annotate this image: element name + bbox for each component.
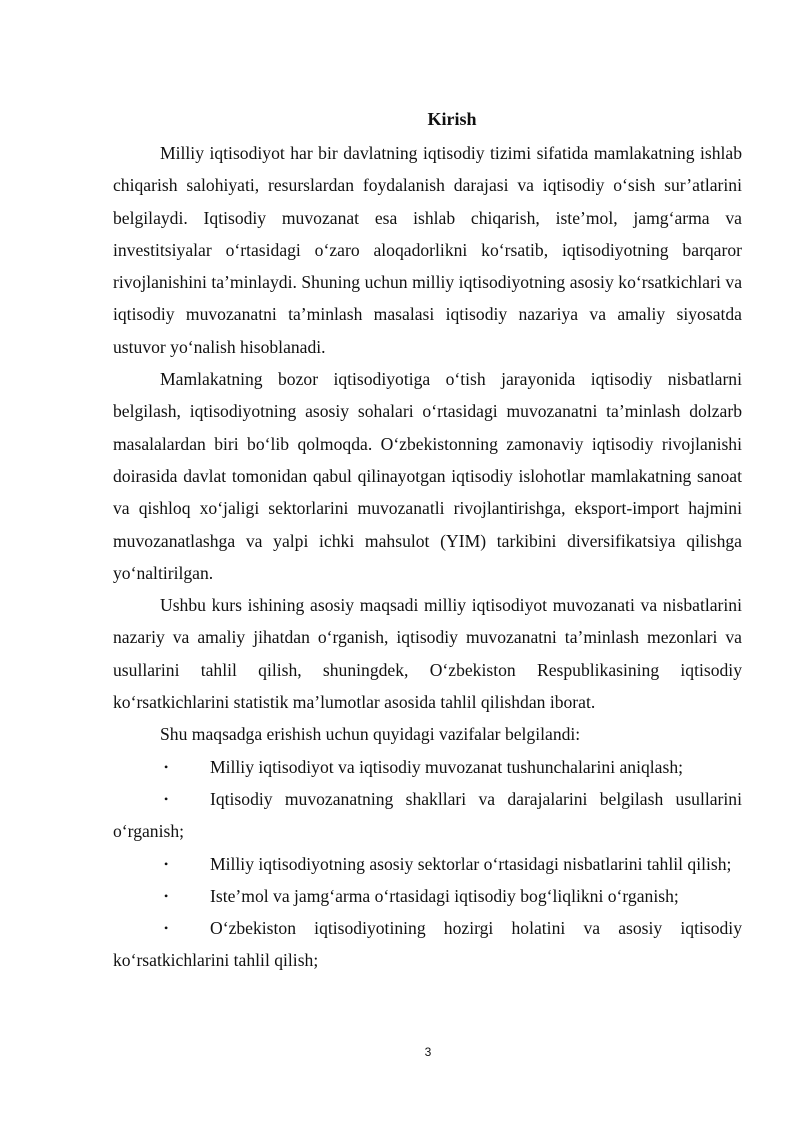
intro-paragraph-2: Mamlakatning bozor iqtisodiyotiga o‘tish jarayonida iqtisodiy nisbatlarni belgilash, iqtisodiyotning asosiy sohalari o‘rtasidagi muvozanatni ta’minlash dolzarb masalalardan biri bo‘lib qolmoqda. O‘zbekistonning zamonaviy iqtisodiy rivojlanishi doirasida davlat tomonidan qabul qilinayotgan iqtisodiy islohotlar mamlakatning sanoat va qishloq xo‘jaligi sektorlarini muvozanatli rivojlantirishga, eksport-import hajmini muvozanatlashga va yalpi ichki mahsulot (YIM) tarkibini diversifikatsiya qilishga yo‘naltirilgan. (113, 369, 742, 583)
tasks-intro-paragraph: Shu maqsadga erishish uchun quyidagi vazifalar belgilandi: (160, 724, 581, 745)
section-heading: Kirish (427, 109, 477, 129)
bullet-icon: • (164, 856, 169, 871)
task-text: O‘zbekiston iqtisodiyotining hozirgi holatini va asosiy iqtisodiy ko‘rsatkichlarini tahlil qilish; (113, 918, 742, 971)
intro-paragraph-1: Milliy iqtisodiyot har bir davlatning iqtisodiy tizimi sifatida mamlakatning ishlab chiqarish salohiyati, resurslardan foydalanish darajasi va iqtisodiy o‘sish sur’atlarini belgilaydi. Iqtisodiy muvozanat esa ishlab chiqarish, iste’mol, jamg‘arma va investitsiyalar o‘rtasidagi o‘zaro aloqadorlikni ko‘rsatib, iqtisodiyotning barqaror rivojlanishini ta’minlaydi. Shuning uchun milliy iqtisodiyotning asosiy ko‘rsatkichlari va iqtisodiy muvozanatni ta’minlash masalasi iqtisodiy nazariya va amaliy siyosatda ustuvor yo‘nalish hisoblanadi. (113, 143, 742, 357)
task-text: Milliy iqtisodiyotning asosiy sektorlar o‘rtasidagi nisbatlarini tahlil qilish; (210, 853, 732, 874)
task-text: Iste’mol va jamg‘arma o‘rtasidagi iqtisodiy bog‘liqlikni o‘rganish; (210, 885, 679, 906)
task-text: Iqtisodiy muvozanatning shakllari va darajalarini belgilash usullarini o‘rganish; (113, 788, 742, 842)
page-number: 3 (424, 1045, 432, 1059)
bullet-icon: • (164, 921, 169, 936)
task-list-item (113, 848, 742, 880)
bullet-icon: • (164, 759, 169, 774)
task-list-item (113, 880, 742, 912)
body-text (113, 137, 742, 977)
bullet-icon: • (164, 791, 169, 806)
task-list-item (113, 912, 742, 977)
task-text: Milliy iqtisodiyot va iqtisodiy muvozanat tushunchalarini aniqlash; (210, 756, 684, 777)
goal-paragraph: Ushbu kurs ishining asosiy maqsadi milliy iqtisodiyot muvozanati va nisbatlarini nazariy va amaliy jihatdan o‘rganish, iqtisodiy muvozanatni ta’minlash mezonlari va usullarini tahlil qilish, shuningdek, O‘zbekiston Respublikasining iqtisodiy ko‘rsatkichlarini statistik ma’lumotlar asosida tahlil qilishdan iborat. (113, 595, 742, 713)
bullet-icon: • (164, 888, 169, 903)
task-list-item (113, 751, 742, 783)
task-list-item (113, 783, 742, 848)
